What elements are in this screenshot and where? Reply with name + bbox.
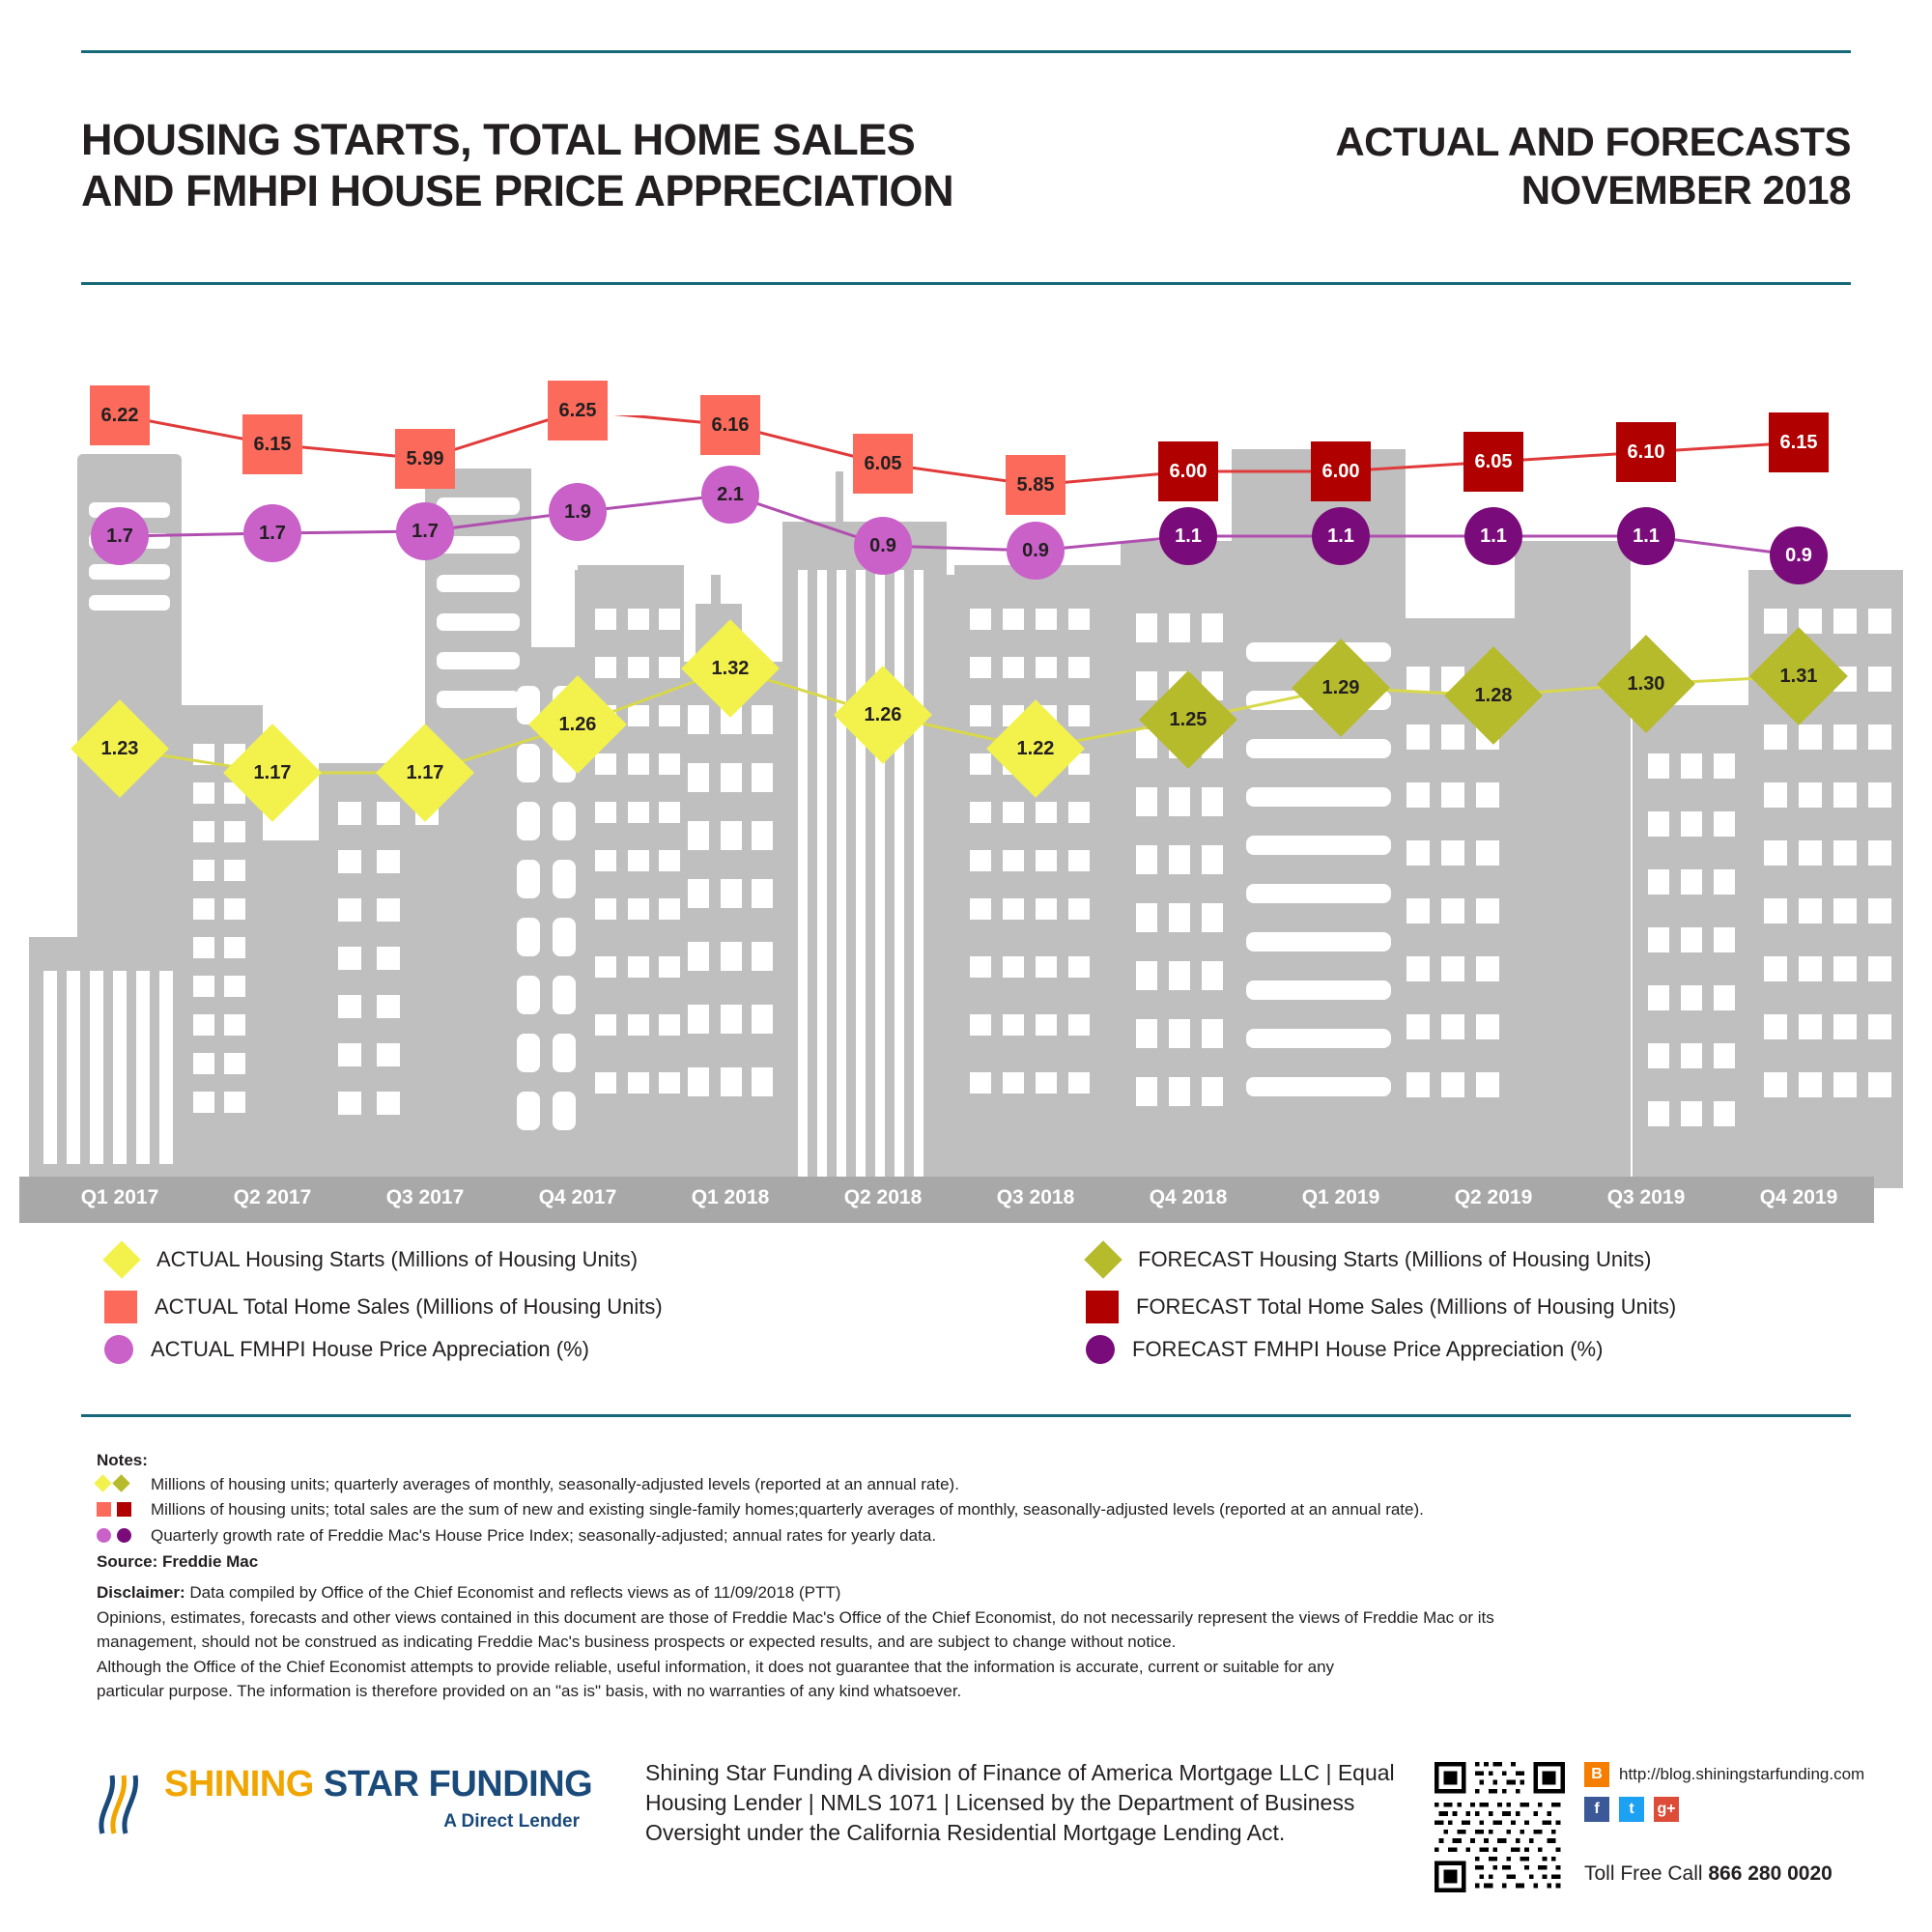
footer-rule (81, 1414, 1851, 1417)
marker-sales-q1-2017: 6.22 (90, 385, 150, 445)
marker-sales-q3-2018: 5.85 (1006, 455, 1065, 515)
diamond-icon-actual-starts (102, 1240, 141, 1279)
marker-starts-q1-2018: 1.32 (681, 619, 780, 718)
toll-free-phone (1584, 1862, 1833, 1886)
legend-item-actual-hpa (104, 1335, 589, 1364)
legend-item-forecast-sales (1086, 1291, 1676, 1323)
marker-sales-q3-2019: 6.10 (1616, 422, 1676, 482)
facebook-icon[interactable]: f (1584, 1797, 1609, 1822)
marker-sales-q1-2018: 6.16 (700, 395, 760, 455)
legend-item-forecast-starts (1086, 1246, 1651, 1273)
marker-starts-q4-2017: 1.26 (528, 675, 627, 774)
note-icons-hpa (97, 1524, 151, 1543)
notes-heading: Notes: (97, 1451, 148, 1469)
starts-line (120, 668, 1799, 773)
logo-word-shining: SHINING (164, 1764, 314, 1804)
marker-hpa-q4-2017: 1.9 (549, 483, 607, 541)
toll-free-number: 866 280 0020 (1708, 1862, 1833, 1885)
header-rule-bottom (81, 282, 1851, 285)
qr-code-icon[interactable] (1435, 1762, 1565, 1892)
marker-starts-q4-2018: 1.25 (1139, 670, 1237, 769)
circle-icon-forecast-hpa (1086, 1335, 1115, 1364)
page-title-line2: AND FMHPI HOUSE PRICE APPRECIATION (81, 166, 954, 216)
marker-hpa-q1-2017: 1.7 (91, 507, 149, 565)
marker-hpa-q3-2018: 0.9 (1007, 522, 1065, 580)
x-tick-q3-2017: Q3 2017 (385, 1186, 465, 1208)
marker-starts-q3-2018: 1.22 (986, 699, 1085, 798)
diamond-icon-forecast-starts (1084, 1240, 1122, 1279)
notes-block (97, 1449, 1855, 1574)
legend-label: FORECAST FMHPI House Price Appreciation (%) (1132, 1337, 1604, 1361)
logo-word-funding: FUNDING (418, 1764, 593, 1804)
marker-sales-q3-2017: 5.99 (395, 429, 455, 489)
legend-item-actual-sales (104, 1291, 663, 1323)
square-icon-note-forecast-sales (117, 1502, 131, 1517)
x-tick-q4-2019: Q4 2019 (1759, 1186, 1838, 1208)
x-tick-q1-2017: Q1 2017 (80, 1186, 159, 1208)
page-title (81, 114, 953, 216)
legend-label: ACTUAL Total Home Sales (Millions of Housing Units) (155, 1294, 663, 1319)
logo-word-star: STAR (313, 1764, 419, 1804)
notes-source: Source: Freddie Mac (97, 1551, 259, 1571)
marker-hpa-q4-2019: 0.9 (1770, 526, 1828, 584)
x-tick-q2-2018: Q2 2018 (843, 1186, 923, 1208)
logo-tagline: A Direct Lender (443, 1811, 580, 1832)
marker-hpa-q1-2019: 1.1 (1312, 507, 1370, 565)
marker-hpa-q2-2019: 1.1 (1464, 507, 1522, 565)
marker-sales-q4-2017: 6.25 (548, 381, 608, 440)
sales-line (120, 415, 1799, 485)
header-rule-top (81, 50, 1851, 53)
blogger-icon: B (1584, 1762, 1609, 1787)
marker-hpa-q1-2018: 2.1 (701, 466, 759, 524)
legend-label: FORECAST Total Home Sales (Millions of Housing Units) (1136, 1294, 1677, 1319)
marker-starts-q1-2019: 1.29 (1292, 639, 1390, 737)
circle-icon-actual-hpa (104, 1335, 133, 1364)
disclaimer-line5: particular purpose. The information is therefore provided on an "as is" basis, with no warranties of any kind whatsoever. (97, 1682, 962, 1700)
company-disclosure: Shining Star Funding A division of Finance of America Mortgage LLC | Equal Housing Lender | NMLS 1071 | Licensed by the Department of Business Oversight under the California Residential Mortgage Lending Act. (645, 1760, 1395, 1846)
marker-sales-q2-2018: 6.05 (853, 434, 913, 494)
disclaimer-line4: Although the Office of the Chief Economist attempts to provide reliable, useful information, it does not guarantee that the information is accurate, current or suitable for any (97, 1657, 1335, 1676)
x-tick-q3-2018: Q3 2018 (996, 1186, 1075, 1208)
note-text-starts: Millions of housing units; quarterly averages of monthly, seasonally-adjusted levels (reported at an annual rate). (151, 1474, 959, 1493)
marker-sales-q2-2019: 6.05 (1463, 432, 1523, 492)
page-subtitle (1335, 118, 1851, 215)
page-subtitle-line1: ACTUAL AND FORECASTS (1335, 119, 1851, 164)
note-row-sales (97, 1498, 1855, 1522)
google-plus-icon[interactable]: g+ (1654, 1797, 1679, 1822)
marker-starts-q2-2017: 1.17 (223, 724, 322, 822)
disclaimer-line1: Data compiled by Office of the Chief Economist and reflects views as of 11/09/2018 (PTT) (185, 1583, 841, 1602)
footer (0, 1748, 1932, 1932)
marker-starts-q4-2019: 1.31 (1749, 627, 1848, 725)
marker-hpa-q3-2019: 1.1 (1617, 507, 1675, 565)
legend-item-forecast-hpa (1086, 1335, 1603, 1364)
blog-url-text: http://blog.shiningstarfunding.com (1619, 1765, 1865, 1783)
x-tick-q3-2019: Q3 2019 (1606, 1186, 1686, 1208)
marker-hpa-q4-2018: 1.1 (1159, 507, 1217, 565)
social-icon-row (1584, 1797, 1903, 1822)
disclaimer-block (97, 1580, 1864, 1704)
marker-hpa-q3-2017: 1.7 (396, 502, 454, 560)
marker-sales-q1-2019: 6.00 (1311, 441, 1371, 501)
page-subtitle-line2: NOVEMBER 2018 (1520, 167, 1851, 213)
marker-starts-q3-2017: 1.17 (376, 724, 474, 822)
circle-icon-note-forecast-hpa (117, 1528, 131, 1543)
toll-free-label: Toll Free Call (1584, 1862, 1709, 1885)
x-tick-q1-2019: Q1 2019 (1301, 1186, 1380, 1208)
legend-label: ACTUAL Housing Starts (Millions of Housing Units) (156, 1247, 639, 1271)
square-icon-forecast-sales (1086, 1291, 1119, 1323)
disclaimer-line2: Opinions, estimates, forecasts and other views contained in this document are those of Freddie Mac's Office of the Chief Economist, do not necessarily represent the views of Freddie Mac or its (97, 1607, 1494, 1627)
blog-link[interactable] (1584, 1762, 1903, 1787)
x-tick-q1-2018: Q1 2018 (691, 1186, 770, 1208)
note-text-sales: Millions of housing units; total sales are the sum of new and existing single-family homes;quarterly averages of monthly, seasonally-adjusted levels (reported at an annual rate). (151, 1500, 1424, 1520)
swoosh-icon (95, 1770, 153, 1837)
note-icons-starts (97, 1473, 151, 1490)
diamond-icon-note-actual-starts (94, 1474, 111, 1492)
square-icon-actual-sales (104, 1291, 137, 1323)
brand-logo[interactable] (95, 1764, 616, 1833)
chart-legend (81, 1246, 1849, 1372)
disclaimer-line3: management, should not be construed as indicating Freddie Mac's business prospects or expected results, and are subject to change without notice. (97, 1633, 1177, 1651)
social-links (1584, 1762, 1903, 1832)
marker-sales-q4-2018: 6.00 (1158, 441, 1218, 501)
marker-sales-q2-2017: 6.15 (242, 414, 302, 474)
page-title-line1: HOUSING STARTS, TOTAL HOME SALES (81, 115, 916, 164)
note-row-hpa (97, 1524, 1855, 1548)
note-icons-sales (97, 1498, 151, 1517)
marker-starts-q2-2018: 1.26 (834, 666, 932, 764)
note-row-starts (97, 1473, 1855, 1497)
diamond-icon-note-forecast-starts (112, 1474, 129, 1492)
marker-starts-q2-2019: 1.28 (1444, 646, 1543, 745)
x-tick-q4-2017: Q4 2017 (538, 1186, 617, 1208)
twitter-icon[interactable]: t (1619, 1797, 1644, 1822)
legend-item-actual-starts (104, 1246, 638, 1273)
marker-hpa-q2-2018: 0.9 (854, 517, 912, 575)
x-tick-q4-2018: Q4 2018 (1149, 1186, 1228, 1208)
circle-icon-note-actual-hpa (97, 1528, 111, 1543)
marker-starts-q1-2017: 1.23 (71, 699, 169, 798)
x-tick-q2-2019: Q2 2019 (1454, 1186, 1533, 1208)
disclaimer-label: Disclaimer: (97, 1583, 185, 1602)
note-text-hpa: Quarterly growth rate of Freddie Mac's House Price Index; seasonally-adjusted; annual rates for yearly data. (151, 1525, 937, 1545)
chart-area (19, 399, 1913, 1188)
marker-sales-q4-2019: 6.15 (1769, 412, 1829, 472)
marker-hpa-q2-2017: 1.7 (243, 504, 301, 562)
marker-starts-q3-2019: 1.30 (1597, 635, 1695, 733)
legend-label: ACTUAL FMHPI House Price Appreciation (%) (151, 1337, 589, 1361)
x-tick-q2-2017: Q2 2017 (233, 1186, 312, 1208)
square-icon-note-actual-sales (97, 1502, 111, 1517)
legend-label: FORECAST Housing Starts (Millions of Housing Units) (1138, 1247, 1652, 1271)
hpa-line (120, 495, 1799, 555)
